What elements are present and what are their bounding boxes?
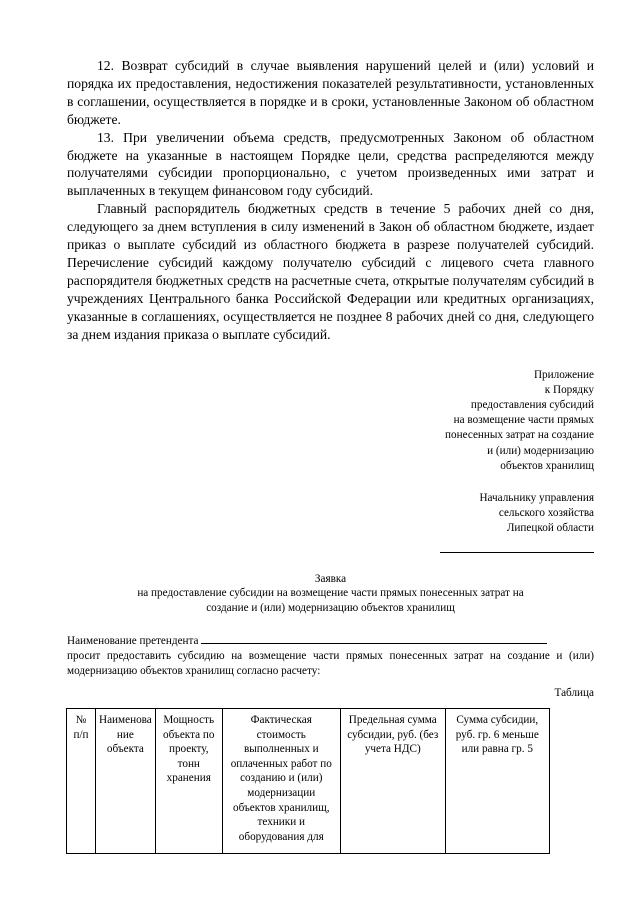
header-cell-number: № п/п (67, 709, 96, 854)
header-cell-capacity: Мощность объекта по проекту, тонн хранения (155, 709, 222, 854)
request-text: просит предоставить субсидию на возмещение части прямых понесенных затрат на создание и (или) модернизацию объектов хранилищ согласно расчету: (67, 649, 594, 677)
signature-line (440, 552, 594, 553)
paragraph-main-distributor: Главный распорядитель бюджетных средств в течение 5 рабочих дней со дня, следующего за днем вступления в силу изменений в Закон об областном бюджете, издает приказ о выплате субсидий из областного бюджета в разрезе получателей субсидий. Перечисление субсидий каждому получателю субсидий с лицевого счета главного распорядителя бюджетных средств на расчетные счета, открытые получателям субсидий в учреждениях Центрального банка Российской Федерации или кредитных организациях, указанные в соглашениях, осуществляется не позднее 8 рабочих дней со дня, следующего за днем издания приказа о выплате субсидий. (67, 201, 594, 342)
header-cell-object-name: Наименова ние объекта (96, 709, 156, 854)
appendix-header (67, 368, 594, 474)
appendix-line: предоставления субсидий (470, 398, 594, 411)
document-page (67, 57, 594, 701)
claimant-name-field[interactable] (201, 633, 547, 644)
header-cell-subsidy-amount: Сумма субсидии, руб. гр. 6 меньше или равна гр. 5 (445, 709, 549, 854)
application-subtitle: на предоставление субсидии на возмещение части прямых понесенных затрат на (137, 587, 524, 600)
appendix-line: Приложение (533, 368, 594, 381)
application-title-block (67, 572, 594, 616)
application-title: Заявка (314, 572, 347, 585)
addressee-line: сельского хозяйства (498, 507, 594, 520)
appendix-line: и (или) модернизацию (487, 444, 594, 457)
appendix-line: к Порядку (544, 383, 594, 396)
addressee-line: Начальнику управления (479, 491, 594, 504)
table-caption: Таблица (554, 687, 594, 700)
addressee-block (67, 491, 594, 553)
header-cell-actual-cost: Фактическая стоимость выполненных и оплаченных работ по созданию и (или) модернизации объектов хранилищ, техники и оборудования для (222, 709, 340, 854)
paragraph-12: 12. Возврат субсидий в случае выявления нарушений целей и (или) условий и порядка их предоставления, недостижения показателей результативности, установленных в соглашении, осуществляется в порядке и в сроки, установленные Законом об областном бюджете. (67, 58, 594, 127)
claimant-label: Наименование претендента (67, 635, 199, 648)
appendix-line: на возмещение части прямых (453, 414, 594, 427)
paragraph-13: 13. При увеличении объема средств, предусмотренных Законом об областном бюджете на указанные в настоящем Порядке цели, средства распределяются между получателями субсидии пропорционально, с учетом произведенных ими затрат и выплаченных в текущем финансовом году субсидий. (67, 129, 594, 199)
appendix-line: объектов хранилищ (500, 459, 594, 472)
subsidy-table (66, 708, 550, 854)
appendix-line: понесенных затрат на создание (445, 429, 594, 442)
table-header-row (67, 709, 550, 854)
application-subtitle: создание и (или) модернизацию объектов хранилищ (206, 601, 455, 614)
addressee-line: Липецкой области (506, 522, 594, 535)
header-cell-max-subsidy: Предельная сумма субсидии, руб. (без учета НДС) (340, 709, 445, 854)
claimant-row (67, 633, 594, 649)
